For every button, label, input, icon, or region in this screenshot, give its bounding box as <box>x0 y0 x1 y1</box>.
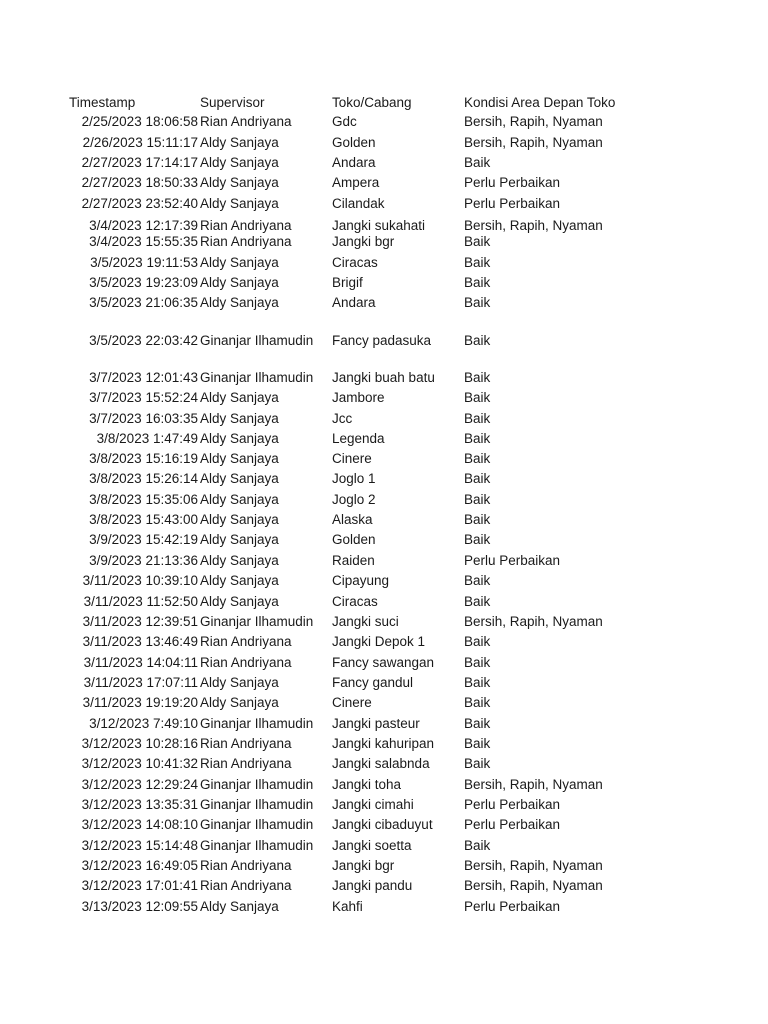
timestamp-cell: 3/11/2023 19:19:20 <box>82 695 198 710</box>
toko-cell: Jangki Depok 1 <box>332 634 426 649</box>
supervisor-cell: Ginanjar Ilhamudin <box>200 777 314 792</box>
supervisor-cell: Ginanjar Ilhamudin <box>200 614 314 629</box>
timestamp-cell: 3/5/2023 22:03:42 <box>89 333 198 348</box>
timestamp-cell: 3/12/2023 7:49:10 <box>89 716 198 731</box>
toko-cell: Raiden <box>332 553 375 568</box>
table-row <box>0 511 768 529</box>
supervisor-cell: Rian Andriyana <box>200 736 292 751</box>
table-row <box>0 470 768 488</box>
supervisor-cell: Aldy Sanjaya <box>200 411 279 426</box>
supervisor-cell: Ginanjar Ilhamudin <box>200 817 314 832</box>
timestamp-cell: 2/27/2023 18:50:33 <box>81 175 198 190</box>
kondisi-cell: Baik <box>464 431 491 446</box>
kondisi-cell: Baik <box>464 675 491 690</box>
table-row <box>0 613 768 631</box>
kondisi-cell: Baik <box>464 655 491 670</box>
kondisi-cell: Bersih, Rapih, Nyaman <box>464 614 603 629</box>
table-row <box>0 450 768 468</box>
toko-cell: Legenda <box>332 431 385 446</box>
toko-cell: Jangki soetta <box>332 838 412 853</box>
table-row <box>0 294 768 312</box>
timestamp-cell: 3/7/2023 16:03:35 <box>89 411 198 426</box>
toko-cell: Jangki cibaduyut <box>332 817 433 832</box>
supervisor-cell: Aldy Sanjaya <box>200 451 279 466</box>
toko-cell: Golden <box>332 532 376 547</box>
table-row <box>0 715 768 733</box>
kondisi-cell: Perlu Perbaikan <box>464 817 561 832</box>
supervisor-cell: Rian Andriyana <box>200 655 292 670</box>
toko-cell: Jangki sukahati <box>332 218 426 233</box>
toko-cell: Cipayung <box>332 573 390 588</box>
kondisi-cell: Baik <box>464 255 491 270</box>
kondisi-cell: Baik <box>464 532 491 547</box>
timestamp-cell: 3/7/2023 12:01:43 <box>89 370 198 385</box>
toko-cell: Brigif <box>332 275 363 290</box>
toko-cell: Jangki toha <box>332 777 402 792</box>
toko-cell: Ciracas <box>332 255 378 270</box>
toko-cell: Joglo 2 <box>332 492 376 507</box>
timestamp-cell: 3/12/2023 14:08:10 <box>81 817 198 832</box>
timestamp-cell: 3/12/2023 16:49:05 <box>81 858 198 873</box>
kondisi-cell: Baik <box>464 736 491 751</box>
supervisor-cell: Aldy Sanjaya <box>200 553 279 568</box>
kondisi-cell: Bersih, Rapih, Nyaman <box>464 135 603 150</box>
supervisor-cell: Aldy Sanjaya <box>200 899 279 914</box>
timestamp-cell: 3/12/2023 17:01:41 <box>81 878 198 893</box>
supervisor-cell: Ginanjar Ilhamudin <box>200 838 314 853</box>
supervisor-cell: Aldy Sanjaya <box>200 573 279 588</box>
supervisor-cell: Aldy Sanjaya <box>200 675 279 690</box>
toko-cell: Ciracas <box>332 594 378 609</box>
supervisor-cell: Rian Andriyana <box>200 756 292 771</box>
timestamp-cell: 3/12/2023 15:14:48 <box>81 838 198 853</box>
supervisor-cell: Aldy Sanjaya <box>200 471 279 486</box>
table-row <box>0 552 768 570</box>
timestamp-cell: 3/8/2023 15:35:06 <box>89 492 198 507</box>
timestamp-cell: 3/4/2023 12:17:39 <box>89 218 198 233</box>
timestamp-cell: 3/11/2023 17:07:11 <box>83 675 198 690</box>
kondisi-cell: Baik <box>464 390 491 405</box>
supervisor-cell: Rian Andriyana <box>200 878 292 893</box>
supervisor-cell: Aldy Sanjaya <box>200 431 279 446</box>
table-row <box>0 898 768 916</box>
table-row <box>0 837 768 855</box>
table-row <box>0 332 768 350</box>
table-row <box>0 776 768 794</box>
timestamp-cell: 2/25/2023 18:06:58 <box>81 114 198 129</box>
kondisi-cell: Baik <box>464 634 491 649</box>
supervisor-cell: Aldy Sanjaya <box>200 255 279 270</box>
timestamp-cell: 3/7/2023 15:52:24 <box>89 390 198 405</box>
toko-cell: Fancy gandul <box>332 675 414 690</box>
kondisi-cell: Perlu Perbaikan <box>464 797 561 812</box>
table-row <box>0 154 768 172</box>
kondisi-cell: Baik <box>464 756 491 771</box>
kondisi-cell: Baik <box>464 411 491 426</box>
table-row <box>0 857 768 875</box>
table-row <box>0 274 768 292</box>
toko-cell: Jcc <box>332 411 353 426</box>
supervisor-cell: Rian Andriyana <box>200 114 292 129</box>
table-row <box>0 755 768 773</box>
table-row <box>0 134 768 152</box>
timestamp-cell: 3/4/2023 15:55:35 <box>89 234 198 249</box>
toko-cell: Andara <box>332 295 376 310</box>
toko-cell: Kahfi <box>332 899 363 914</box>
toko-cell: Jangki bgr <box>332 234 395 249</box>
toko-cell: Fancy padasuka <box>332 333 432 348</box>
supervisor-cell: Aldy Sanjaya <box>200 135 279 150</box>
header-timestamp: Timestamp <box>69 95 136 110</box>
timestamp-cell: 3/12/2023 10:28:16 <box>81 736 198 751</box>
toko-cell: Jangki pandu <box>332 878 413 893</box>
timestamp-cell: 3/8/2023 15:26:14 <box>89 471 198 486</box>
toko-cell: Jangki salabnda <box>332 756 430 771</box>
table-row <box>0 369 768 387</box>
table-row <box>0 816 768 834</box>
table-row <box>0 593 768 611</box>
toko-cell: Jambore <box>332 390 385 405</box>
kondisi-cell: Baik <box>464 155 491 170</box>
header-row <box>0 94 768 112</box>
timestamp-cell: 2/27/2023 23:52:40 <box>81 196 198 211</box>
kondisi-cell: Baik <box>464 333 491 348</box>
toko-cell: Cilandak <box>332 196 385 211</box>
timestamp-cell: 3/12/2023 10:41:32 <box>81 756 198 771</box>
supervisor-cell: Ginanjar Ilhamudin <box>200 333 314 348</box>
kondisi-cell: Baik <box>464 716 491 731</box>
table-row <box>0 572 768 590</box>
timestamp-cell: 3/13/2023 12:09:55 <box>81 899 198 914</box>
supervisor-cell: Ginanjar Ilhamudin <box>200 370 314 385</box>
kondisi-cell: Baik <box>464 573 491 588</box>
table-row <box>0 633 768 651</box>
timestamp-cell: 3/11/2023 13:46:49 <box>82 634 198 649</box>
toko-cell: Cinere <box>332 451 372 466</box>
timestamp-cell: 3/5/2023 21:06:35 <box>89 295 198 310</box>
table-row <box>0 113 768 131</box>
kondisi-cell: Perlu Perbaikan <box>464 899 561 914</box>
timestamp-cell: 3/9/2023 21:13:36 <box>89 553 198 568</box>
timestamp-cell: 3/8/2023 1:47:49 <box>96 431 198 446</box>
table-row <box>0 410 768 428</box>
header-kondisi: Kondisi Area Depan Toko <box>464 95 616 110</box>
timestamp-cell: 3/5/2023 19:23:09 <box>89 275 198 290</box>
table-row <box>0 195 768 213</box>
table-row <box>0 735 768 753</box>
table-row <box>0 254 768 272</box>
kondisi-cell: Baik <box>464 492 491 507</box>
supervisor-cell: Rian Andriyana <box>200 234 292 249</box>
timestamp-cell: 3/11/2023 14:04:11 <box>83 655 198 670</box>
kondisi-cell: Baik <box>464 234 491 249</box>
supervisor-cell: Aldy Sanjaya <box>200 196 279 211</box>
toko-cell: Cinere <box>332 695 372 710</box>
kondisi-cell: Baik <box>464 275 491 290</box>
timestamp-cell: 3/11/2023 11:52:50 <box>83 594 198 609</box>
supervisor-cell: Rian Andriyana <box>200 218 292 233</box>
timestamp-cell: 2/27/2023 17:14:17 <box>81 155 198 170</box>
kondisi-cell: Perlu Perbaikan <box>464 175 561 190</box>
table-row <box>0 389 768 407</box>
table-row <box>0 233 768 251</box>
kondisi-cell: Perlu Perbaikan <box>464 196 561 211</box>
table-row <box>0 430 768 448</box>
table-row <box>0 491 768 509</box>
header-toko-cabang: Toko/Cabang <box>332 95 412 110</box>
timestamp-cell: 3/12/2023 13:35:31 <box>81 797 198 812</box>
toko-cell: Joglo 1 <box>332 471 376 486</box>
supervisor-cell: Aldy Sanjaya <box>200 275 279 290</box>
toko-cell: Fancy sawangan <box>332 655 435 670</box>
supervisor-cell: Aldy Sanjaya <box>200 532 279 547</box>
table-row <box>0 674 768 692</box>
supervisor-cell: Aldy Sanjaya <box>200 594 279 609</box>
supervisor-cell: Aldy Sanjaya <box>200 155 279 170</box>
supervisor-cell: Aldy Sanjaya <box>200 512 279 527</box>
kondisi-cell: Perlu Perbaikan <box>464 553 561 568</box>
timestamp-cell: 3/5/2023 19:11:53 <box>90 255 198 270</box>
toko-cell: Jangki cimahi <box>332 797 414 812</box>
toko-cell: Ampera <box>332 175 380 190</box>
toko-cell: Gdc <box>332 114 357 129</box>
toko-cell: Alaska <box>332 512 373 527</box>
timestamp-cell: 3/9/2023 15:42:19 <box>89 532 198 547</box>
supervisor-cell: Ginanjar Ilhamudin <box>200 797 314 812</box>
timestamp-cell: 3/8/2023 15:43:00 <box>89 512 198 527</box>
kondisi-cell: Baik <box>464 295 491 310</box>
kondisi-cell: Bersih, Rapih, Nyaman <box>464 114 603 129</box>
table-row <box>0 654 768 672</box>
kondisi-cell: Bersih, Rapih, Nyaman <box>464 858 603 873</box>
toko-cell: Andara <box>332 155 376 170</box>
kondisi-cell: Bersih, Rapih, Nyaman <box>464 218 603 233</box>
supervisor-cell: Aldy Sanjaya <box>200 295 279 310</box>
table-row <box>0 694 768 712</box>
toko-cell: Jangki bgr <box>332 858 395 873</box>
supervisor-cell: Ginanjar Ilhamudin <box>200 716 314 731</box>
kondisi-cell: Baik <box>464 471 491 486</box>
toko-cell: Golden <box>332 135 376 150</box>
table-row <box>0 531 768 549</box>
timestamp-cell: 3/12/2023 12:29:24 <box>81 777 198 792</box>
kondisi-cell: Baik <box>464 695 491 710</box>
toko-cell: Jangki suci <box>332 614 399 629</box>
supervisor-cell: Aldy Sanjaya <box>200 175 279 190</box>
kondisi-cell: Baik <box>464 370 491 385</box>
toko-cell: Jangki pasteur <box>332 716 420 731</box>
supervisor-cell: Aldy Sanjaya <box>200 390 279 405</box>
table-row <box>0 174 768 192</box>
timestamp-cell: 3/11/2023 10:39:10 <box>82 573 198 588</box>
kondisi-cell: Baik <box>464 512 491 527</box>
supervisor-cell: Aldy Sanjaya <box>200 492 279 507</box>
table-row <box>0 796 768 814</box>
kondisi-cell: Baik <box>464 451 491 466</box>
kondisi-cell: Bersih, Rapih, Nyaman <box>464 777 603 792</box>
kondisi-cell: Bersih, Rapih, Nyaman <box>464 878 603 893</box>
kondisi-cell: Baik <box>464 594 491 609</box>
supervisor-cell: Rian Andriyana <box>200 858 292 873</box>
timestamp-cell: 2/26/2023 15:11:17 <box>82 135 198 150</box>
supervisor-cell: Rian Andriyana <box>200 634 292 649</box>
timestamp-cell: 3/8/2023 15:16:19 <box>89 451 198 466</box>
header-supervisor: Supervisor <box>200 95 265 110</box>
toko-cell: Jangki kahuripan <box>332 736 435 751</box>
kondisi-cell: Baik <box>464 838 491 853</box>
table-row <box>0 877 768 895</box>
supervisor-cell: Aldy Sanjaya <box>200 695 279 710</box>
toko-cell: Jangki buah batu <box>332 370 435 385</box>
timestamp-cell: 3/11/2023 12:39:51 <box>82 614 198 629</box>
